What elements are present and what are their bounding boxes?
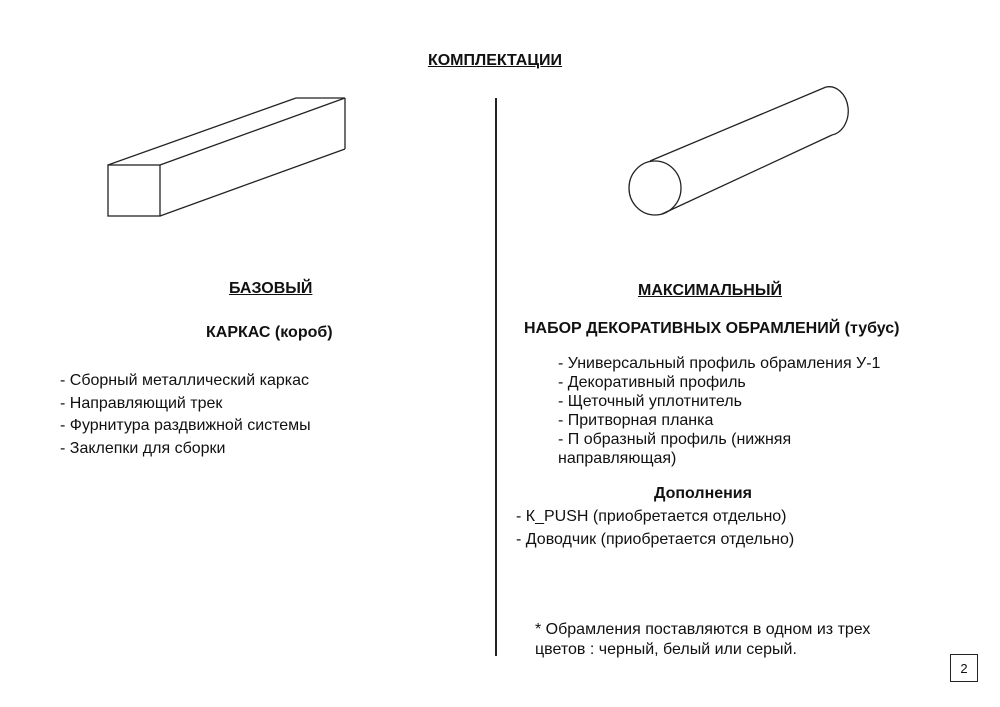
list-item: - П образный профиль (нижняя bbox=[558, 431, 792, 448]
color-note-line-1: * Обрамления поставляются в одном из трех bbox=[535, 621, 871, 638]
maximum-subtitle: НАБОР ДЕКОРАТИВНЫХ ОБРАМЛЕНИЙ (тубус) bbox=[524, 320, 900, 337]
page-title: КОМПЛЕКТАЦИИ bbox=[427, 52, 563, 69]
list-item: направляющая) bbox=[558, 450, 677, 467]
list-item: - Универсальный профиль обрамления У-1 bbox=[558, 355, 881, 372]
variant-maximum-heading: МАКСИМАЛЬНЫЙ bbox=[638, 282, 783, 299]
list-item: - Сборный металлический каркас bbox=[60, 372, 309, 389]
list-item: - Притворная планка bbox=[558, 412, 714, 429]
list-item: - Заклепки для сборки bbox=[60, 439, 226, 457]
additions-list bbox=[516, 506, 794, 551]
additions-heading: Дополнения bbox=[654, 485, 752, 502]
basic-subtitle: КАРКАС (короб) bbox=[206, 324, 333, 341]
color-note-line-2: цветов : черный, белый или серый. bbox=[535, 641, 797, 658]
maximum-items-list bbox=[558, 354, 880, 468]
tube-profile-drawing bbox=[620, 80, 860, 225]
list-item: - К_PUSH (приобретается отдельно) bbox=[516, 508, 787, 525]
list-item: - Направляющий трек bbox=[60, 394, 223, 412]
variant-basic-heading: БАЗОВЫЙ bbox=[229, 280, 313, 297]
page-number: 2 bbox=[950, 654, 978, 682]
color-note bbox=[535, 620, 915, 660]
basic-items-list bbox=[60, 370, 311, 460]
column-divider bbox=[495, 98, 497, 656]
list-item: - Доводчик (приобретается отдельно) bbox=[516, 530, 795, 548]
list-item: - Декоративный профиль bbox=[558, 374, 746, 391]
list-item: - Щеточный уплотнитель bbox=[558, 393, 742, 410]
box-profile-drawing bbox=[100, 90, 360, 225]
list-item: - Фурнитура раздвижной системы bbox=[60, 417, 311, 434]
